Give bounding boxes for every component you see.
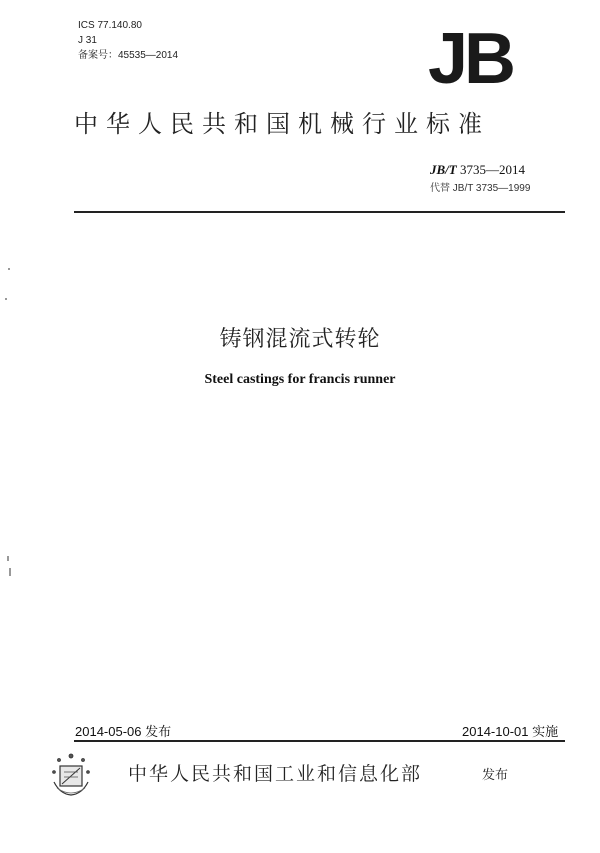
implement-date: 2014-10-01 实施	[462, 724, 559, 739]
title-english: Steel castings for francis runner	[204, 372, 396, 387]
issuer-suffix: 发布	[482, 768, 509, 783]
issuing-authority: 中华人民共和国工业和信息化部	[128, 763, 423, 785]
organization-heading: 中华人民共和国机械行业标准	[74, 110, 490, 138]
publish-date: 2014-05-06 发布	[75, 724, 172, 739]
replaces-standard: 代替 JB/T 3735—1999	[430, 183, 531, 194]
ccs-code: J 31	[78, 35, 97, 46]
jb-logo: JB	[428, 19, 513, 99]
ministry-emblem-icon	[48, 752, 94, 798]
standard-code-number: 3735—2014	[459, 162, 525, 177]
standard-code-prefix: JB/T	[430, 162, 457, 177]
record-number: 备案号：45535—2014	[78, 50, 179, 61]
title-chinese: 铸钢混流式转轮	[219, 327, 381, 352]
bottom-divider	[74, 740, 565, 742]
standard-code	[430, 162, 525, 178]
top-divider	[74, 211, 565, 213]
ics-code: ICS 77.140.80	[78, 20, 142, 31]
